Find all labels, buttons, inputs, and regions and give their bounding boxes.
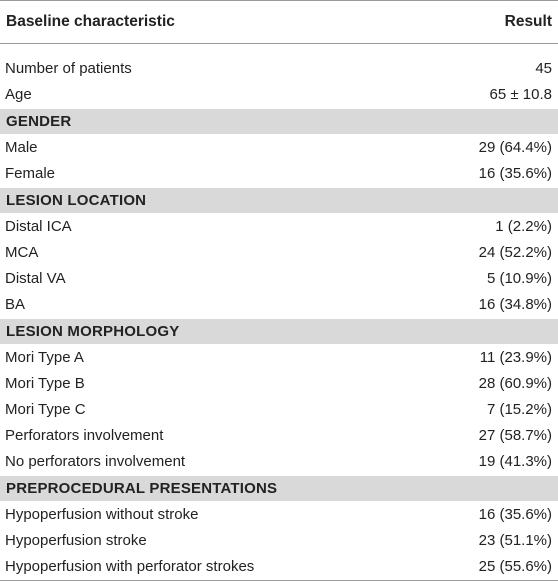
header-result: Result bbox=[504, 13, 552, 30]
row-value: 5 (10.9%) bbox=[486, 270, 552, 287]
row-label: Female bbox=[5, 165, 56, 182]
row-value: 11 (23.9%) bbox=[479, 349, 552, 366]
table-row bbox=[0, 240, 558, 266]
row-value: 65 ± 10.8 bbox=[489, 86, 552, 103]
table-row bbox=[0, 135, 558, 161]
table-row bbox=[0, 214, 558, 240]
row-value: 25 (55.6%) bbox=[478, 558, 552, 575]
section-lesion-morphology: LESION MORPHOLOGY bbox=[0, 318, 558, 345]
section-gender: GENDER bbox=[0, 108, 558, 135]
row-label: MCA bbox=[5, 244, 39, 261]
row-label: Age bbox=[5, 86, 32, 103]
table-row bbox=[0, 345, 558, 371]
row-label: Male bbox=[5, 139, 38, 156]
table-row bbox=[0, 56, 558, 82]
header-characteristic: Baseline characteristic bbox=[6, 13, 175, 30]
row-label: Mori Type C bbox=[5, 401, 86, 418]
table-header bbox=[0, 0, 558, 44]
row-label: Distal VA bbox=[5, 270, 66, 287]
table-row bbox=[0, 266, 558, 292]
section-preprocedural-presentations: PREPROCEDURAL PRESENTATIONS bbox=[0, 475, 558, 502]
section-lesion-location: LESION LOCATION bbox=[0, 187, 558, 214]
table-row bbox=[0, 502, 558, 528]
table-row bbox=[0, 397, 558, 423]
row-label: Distal ICA bbox=[5, 218, 72, 235]
table-row bbox=[0, 82, 558, 108]
row-label: Number of patients bbox=[5, 60, 132, 77]
row-value: 24 (52.2%) bbox=[478, 244, 552, 261]
row-value: 1 (2.2%) bbox=[495, 218, 552, 235]
row-value: 19 (41.3%) bbox=[478, 453, 552, 470]
row-label: Mori Type A bbox=[5, 349, 84, 366]
table-row bbox=[0, 371, 558, 397]
table-row bbox=[0, 423, 558, 449]
row-value: 16 (35.6%) bbox=[478, 506, 552, 523]
table-row bbox=[0, 292, 558, 318]
row-value: 16 (35.6%) bbox=[478, 165, 552, 182]
row-label: Mori Type B bbox=[5, 375, 85, 392]
row-value: 29 (64.4%) bbox=[478, 139, 552, 156]
row-label: Perforators involvement bbox=[5, 427, 164, 444]
row-value: 16 (34.8%) bbox=[478, 296, 552, 313]
row-label: Hypoperfusion without stroke bbox=[5, 506, 199, 523]
row-label: BA bbox=[5, 296, 26, 313]
row-value: 28 (60.9%) bbox=[478, 375, 552, 392]
row-label: Hypoperfusion stroke bbox=[5, 532, 147, 549]
table-row bbox=[0, 554, 558, 581]
row-label: Hypoperfusion with perforator strokes bbox=[5, 558, 255, 575]
table-row bbox=[0, 161, 558, 187]
row-label: No perforators involvement bbox=[5, 453, 186, 470]
row-value: 7 (15.2%) bbox=[486, 401, 552, 418]
row-value: 23 (51.1%) bbox=[478, 532, 552, 549]
table-row bbox=[0, 449, 558, 475]
row-value: 27 (58.7%) bbox=[478, 427, 552, 444]
row-value: 45 bbox=[535, 60, 552, 77]
table-row bbox=[0, 528, 558, 554]
